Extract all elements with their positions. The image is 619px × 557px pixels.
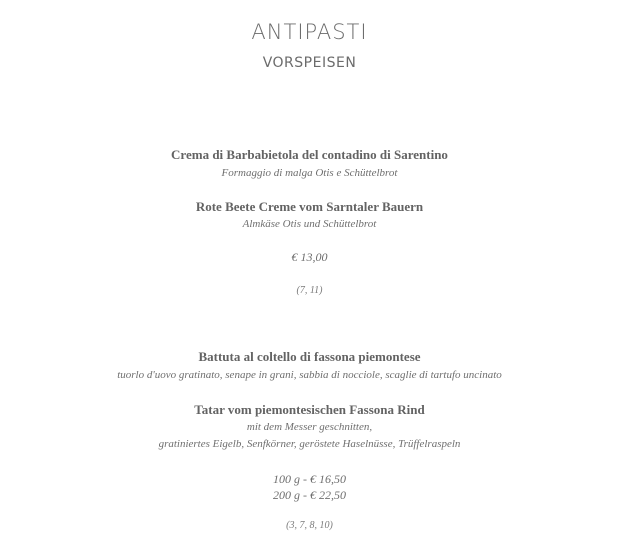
dish-name-italian: Battuta al coltello di fassona piemontese [198,349,421,364]
dish-description-german: Almkäse Otis und Schüttelbrot [242,218,377,230]
dish-allergens: (3, 7, 8, 10) [286,520,333,531]
dish-price: € 13,00 [291,250,328,264]
dish-description-german-line-1: mit dem Messer geschnitten, [246,421,373,433]
section-subtitle: VORSPEISEN [262,55,357,71]
dish-name-italian: Crema di Barbabietola del contadino di Sarentino [171,147,448,162]
dish-name-german: Tatar vom piemontesischen Fassona Rind [194,402,425,417]
dish-description-italian: tuorlo d'uovo gratinato, senape in grani, sabbia di nocciole, scaglie di tartufo uncinato [117,369,502,381]
dish-allergens: (7, 11) [296,285,323,296]
dish-name-german: Rote Beete Creme vom Sarntaler Bauern [195,199,424,214]
dish-price-large: 200 g - € 22,50 [273,488,346,502]
dish-price-small: 100 g - € 16,50 [273,472,346,486]
dish-description-italian: Formaggio di malga Otis e Schüttelbrot [221,167,398,179]
dish-description-german-line-2: gratiniertes Eigelb, Senfkörner, geröstete Haselnüsse, Trüffelraspeln [158,438,461,450]
section-title: ANTIPASTI [251,20,368,44]
